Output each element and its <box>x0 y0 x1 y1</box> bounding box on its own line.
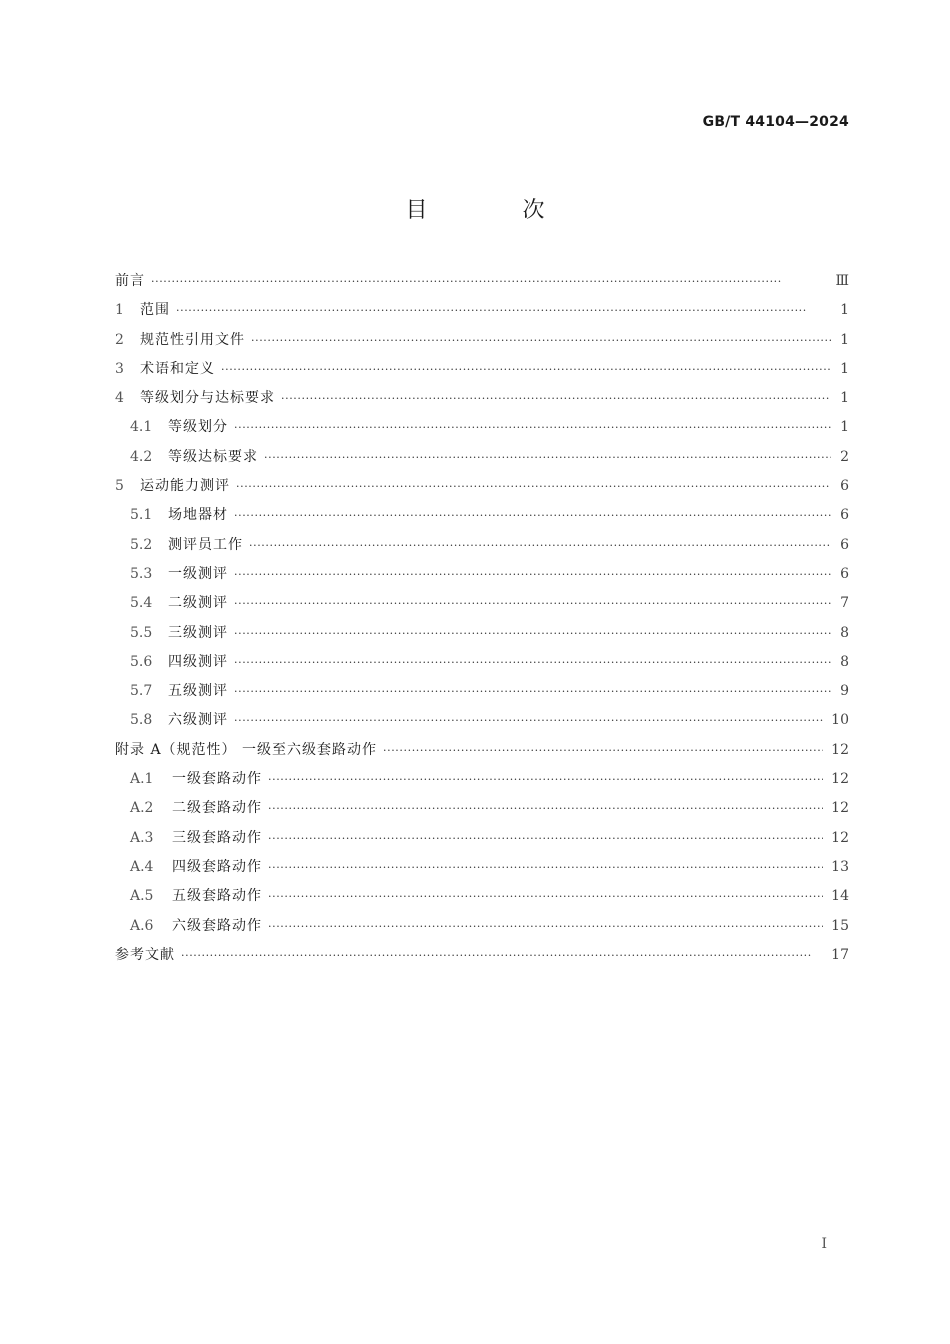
toc-entry-page: Ⅲ <box>835 273 849 289</box>
toc-entry-label: 六级测评 <box>168 712 228 729</box>
toc-entry-5-2[interactable] <box>115 534 849 563</box>
toc-entry-label: 六级套路动作 <box>172 917 262 934</box>
toc-entry-5-5[interactable] <box>115 622 849 651</box>
toc-entry-label: 五级套路动作 <box>172 888 262 905</box>
toc-entry-page: 6 <box>840 507 849 524</box>
toc-leader-dots <box>221 363 831 376</box>
toc-entry-page: 8 <box>840 624 849 641</box>
toc-title: 目 次 <box>405 198 589 223</box>
toc-entry-label: 五级测评 <box>168 683 228 700</box>
toc-entry-page: 12 <box>831 829 849 846</box>
toc-entry-label: 前言 <box>115 273 145 289</box>
toc-entry-foreword[interactable] <box>115 270 849 299</box>
toc-entry-5-1[interactable] <box>115 504 849 533</box>
toc-entry-label: 测评员工作 <box>168 536 243 553</box>
toc-entry-number: 4.1 <box>130 419 153 436</box>
toc-entry-a-5[interactable] <box>115 885 849 914</box>
toc-entry-number: 5.8 <box>130 712 153 729</box>
toc-entry-label: 等级达标要求 <box>168 448 258 465</box>
toc-entry-number: 5.3 <box>130 565 153 582</box>
toc-entry-5-4[interactable] <box>115 592 849 621</box>
toc-entry-page: 1 <box>840 331 849 348</box>
toc-entry-label: 三级套路动作 <box>172 829 262 846</box>
page-number: I <box>821 1236 827 1252</box>
toc-entry-number: 5.1 <box>130 507 153 524</box>
toc-entry-a-2[interactable] <box>115 797 849 826</box>
toc-leader-dots <box>234 714 823 727</box>
toc-leader-dots <box>264 451 831 464</box>
table-of-contents <box>115 270 849 973</box>
toc-entry-number: A.3 <box>130 829 154 846</box>
toc-leader-dots <box>234 685 831 698</box>
toc-entry-page: 12 <box>831 741 849 758</box>
toc-entry-label: 参考文献 <box>115 946 175 963</box>
toc-entry-label: 二级测评 <box>168 595 228 612</box>
toc-entry-page: 15 <box>831 917 849 934</box>
toc-entry-number: 4 <box>115 390 124 407</box>
toc-leader-dots <box>268 890 823 903</box>
toc-entry-page: 1 <box>840 302 849 319</box>
toc-leader-dots <box>268 802 823 815</box>
toc-entry-number: 1 <box>115 302 124 319</box>
toc-entry-label: 四级测评 <box>168 653 228 670</box>
toc-entry-label: 二级套路动作 <box>172 800 262 817</box>
toc-entry-number: 5.6 <box>130 653 153 670</box>
toc-entry-2[interactable] <box>115 329 849 358</box>
toc-entry-number: 4.2 <box>130 448 153 465</box>
toc-leader-dots <box>251 334 831 347</box>
toc-entry-4[interactable] <box>115 387 849 416</box>
toc-entry-3[interactable] <box>115 358 849 387</box>
toc-leader-dots <box>176 304 831 317</box>
toc-entry-page: 8 <box>840 653 849 670</box>
toc-leader-dots <box>268 920 823 933</box>
toc-entry-4-2[interactable] <box>115 446 849 475</box>
toc-entry-page: 6 <box>840 478 849 495</box>
toc-entry-number: 5 <box>115 478 124 495</box>
toc-entry-number: A.6 <box>130 917 154 934</box>
toc-entry-number: 5.7 <box>130 683 153 700</box>
toc-entry-number: A.1 <box>130 771 154 788</box>
toc-entry-a-6[interactable] <box>115 915 849 944</box>
toc-entry-label: 四级套路动作 <box>172 858 262 875</box>
toc-leader-dots <box>151 275 827 288</box>
toc-entry-page: 1 <box>840 419 849 436</box>
toc-leader-dots <box>268 832 823 845</box>
toc-entry-number: A.2 <box>130 800 154 817</box>
toc-entry-bibliography[interactable] <box>115 944 849 973</box>
toc-entry-label: 三级测评 <box>168 624 228 641</box>
toc-leader-dots <box>234 656 831 669</box>
toc-entry-page: 12 <box>831 800 849 817</box>
toc-entry-number: 5.5 <box>130 624 153 641</box>
toc-entry-page: 9 <box>840 683 849 700</box>
toc-leader-dots <box>181 949 823 962</box>
toc-entry-label: 运动能力测评 <box>140 478 230 495</box>
toc-entry-number: 3 <box>115 360 124 377</box>
toc-entry-a-1[interactable] <box>115 768 849 797</box>
toc-entry-label: 一级测评 <box>168 565 228 582</box>
toc-entry-5-7[interactable] <box>115 680 849 709</box>
toc-entry-4-1[interactable] <box>115 416 849 445</box>
toc-entry-5-3[interactable] <box>115 563 849 592</box>
toc-entry-page: 6 <box>840 565 849 582</box>
toc-entry-number: A.4 <box>130 858 154 875</box>
toc-entry-page: 14 <box>831 888 849 905</box>
toc-entry-number: 5.4 <box>130 595 153 612</box>
toc-entry-number: A.5 <box>130 888 154 905</box>
toc-entry-label: 等级划分与达标要求 <box>140 390 275 407</box>
toc-entry-appendix-a[interactable] <box>115 739 849 768</box>
toc-entry-number: 2 <box>115 331 124 348</box>
toc-entry-5-8[interactable] <box>115 709 849 738</box>
toc-entry-page: 12 <box>831 771 849 788</box>
toc-entry-label: 术语和定义 <box>140 360 215 377</box>
toc-entry-1[interactable] <box>115 299 849 328</box>
toc-entry-page: 6 <box>840 536 849 553</box>
toc-entry-label: 规范性引用文件 <box>140 331 245 348</box>
toc-leader-dots <box>234 509 831 522</box>
toc-entry-label: 等级划分 <box>168 419 228 436</box>
toc-entry-page: 2 <box>840 448 849 465</box>
toc-leader-dots <box>236 480 831 493</box>
standard-id: GB/T 44104—2024 <box>702 114 849 130</box>
toc-entry-a-3[interactable] <box>115 827 849 856</box>
toc-entry-label: 一级套路动作 <box>172 771 262 788</box>
toc-entry-page: 10 <box>831 712 849 729</box>
toc-entry-number: 5.2 <box>130 536 153 553</box>
toc-leader-dots <box>383 744 823 757</box>
toc-entry-a-4[interactable] <box>115 856 849 885</box>
toc-leader-dots <box>281 392 831 405</box>
toc-entry-label: 附录 A（规范性） 一级至六级套路动作 <box>115 741 378 758</box>
toc-entry-page: 13 <box>831 858 849 875</box>
toc-entry-page: 7 <box>840 595 849 612</box>
toc-entry-page: 1 <box>840 360 849 377</box>
toc-entry-label: 场地器材 <box>168 507 228 524</box>
toc-leader-dots <box>268 861 823 874</box>
toc-entry-page: 17 <box>831 946 849 963</box>
toc-leader-dots <box>234 627 831 640</box>
toc-leader-dots <box>234 421 831 434</box>
toc-entry-5[interactable] <box>115 475 849 504</box>
toc-entry-label: 范围 <box>140 302 170 319</box>
toc-leader-dots <box>234 568 831 581</box>
toc-leader-dots <box>268 773 823 786</box>
toc-leader-dots <box>249 539 831 552</box>
toc-entry-5-6[interactable] <box>115 651 849 680</box>
toc-leader-dots <box>234 597 831 610</box>
toc-entry-page: 1 <box>840 390 849 407</box>
